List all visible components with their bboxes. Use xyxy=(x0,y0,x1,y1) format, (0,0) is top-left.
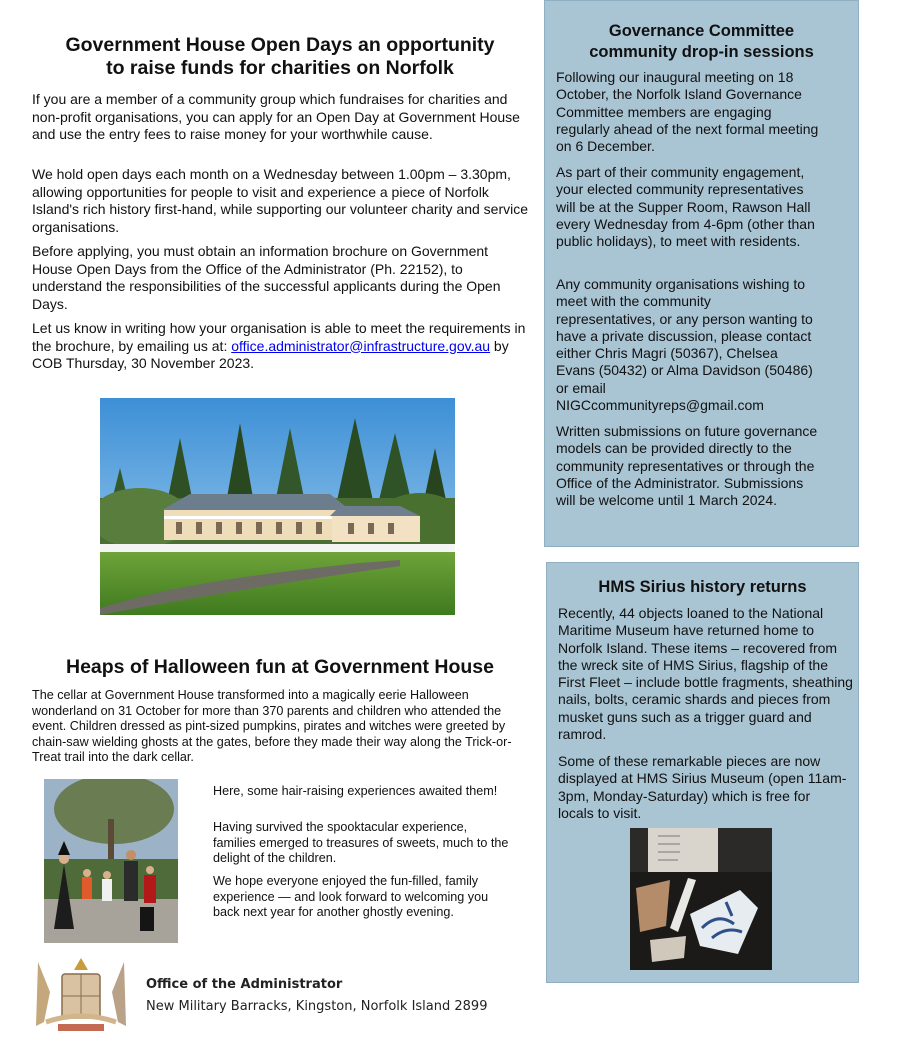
halloween-paragraph-4: We hope everyone enjoyed the fun-filled, family experience — and look forward to welcoming you back next year for another ghostly evening. xyxy=(213,874,489,919)
halloween-paragraph-1: The cellar at Government House transformed into a magically eerie Halloween wonderland on 31 October for more than 370 parents and children who attended the event. Children dressed as pint-sized pumpkins, pirates and witches were greeted by chain-saw wielding ghosts at the gates, before they made their way along the Trick-or-Treat trail into the dark cellar. xyxy=(32,688,512,764)
halloween-family-photo xyxy=(44,779,178,943)
governance-paragraph-3: Any community organisations wishing to meet with the community representatives, or any person wanting to have a private discussion, please contact either Chris Magri (50367), Chelsea Evans (50432) or Alma Davidson (50486) or email NIGCcommunityreps@gmail.com xyxy=(556,276,813,414)
open-days-paragraph-4-deadline: by COB Thursday, 30 November 2023. xyxy=(32,337,509,371)
halloween-title: Heaps of Halloween fun at Government House xyxy=(66,656,494,678)
halloween-paragraph-3: Having survived the spooktacular experience, families emerged to treasures of sweets, much to the delight of the children. xyxy=(213,820,509,865)
governance-title xyxy=(555,21,848,63)
open-days-paragraph-1: If you are a member of a community group which fundraises for charities and non-profit organisations, you can apply for an Open Day at Government House and use the entry fees to raise money for your worthwhile cause. xyxy=(32,91,520,142)
open-days-title-line1: Government House Open Days an opportunity xyxy=(65,34,495,56)
sirius-paragraph-1: Recently, 44 objects loaned to the National Maritime Museum have returned home to Norfolk Island. These items – recovered from the wreck site of HMS Sirius, flagship of the First Fleet – include bottle fragments, sheathing nails, bolts, ceramic shards and pieces from musket guns such as a trigger guard and ramrod. xyxy=(558,605,853,743)
halloween-paragraph-2: Here, some hair-raising experiences awaited them! xyxy=(213,784,498,798)
open-days-title xyxy=(30,34,530,80)
open-days-title-line2: to raise funds for charities on Norfolk xyxy=(106,57,454,79)
governance-title-line1: Governance Committee xyxy=(608,22,795,40)
governance-title-line2: community drop-in sessions xyxy=(589,43,814,61)
open-days-paragraph-4 xyxy=(32,320,532,373)
government-house-photo xyxy=(100,398,455,615)
open-days-paragraph-4-lead: Let us know in writing how your organisation is able to meet the requirements in the brochure, by emailing us at: xyxy=(32,320,526,354)
sirius-artefacts-photo xyxy=(630,828,772,970)
governance-panel xyxy=(544,0,859,547)
administrator-email-link[interactable]: office.administrator@infrastructure.gov.au xyxy=(231,337,491,354)
sirius-paragraph-2: Some of these remarkable pieces are now displayed at HMS Sirius Museum (open 11am-3pm, Monday-Saturday) which is free for locals to visit. xyxy=(558,753,847,821)
governance-paragraph-1: Following our inaugural meeting on 18 October, the Norfolk Island Governance Committee members are engaging regularly ahead of the next formal meeting on 6 December. xyxy=(556,69,819,155)
open-days-paragraph-3: Before applying, you must obtain an information brochure on Government House Open Days from the Office of the Administrator (Ph. 22152), to understand the responsibilities of the successful applicants during the Open Days. xyxy=(32,243,501,312)
open-days-paragraph-2: We hold open days each month on a Wednesday between 1.00pm – 3.30pm, allowing opportunities for people to visit and experience a piece of Norfolk Island's rich history first-hand, while supporting our volunteer charity and service organisations. xyxy=(32,166,529,235)
governance-paragraph-2: As part of their community engagement, your elected community representatives will be at the Supper Room, Rawson Hall every Wednesday from 4-6pm (other than public holidays), to meet with residents. xyxy=(556,164,815,250)
footer-office-name: Office of the Administrator xyxy=(146,977,343,992)
coat-of-arms-logo xyxy=(28,952,134,1034)
footer-address: New Military Barracks, Kingston, Norfolk Island 2899 xyxy=(146,999,488,1014)
sirius-title: HMS Sirius history returns xyxy=(598,578,807,596)
governance-paragraph-4: Written submissions on future governance models can be provided directly to the community representatives or through the Office of the Administrator. Submissions will be welcome until 1 March 2024. xyxy=(556,423,818,509)
